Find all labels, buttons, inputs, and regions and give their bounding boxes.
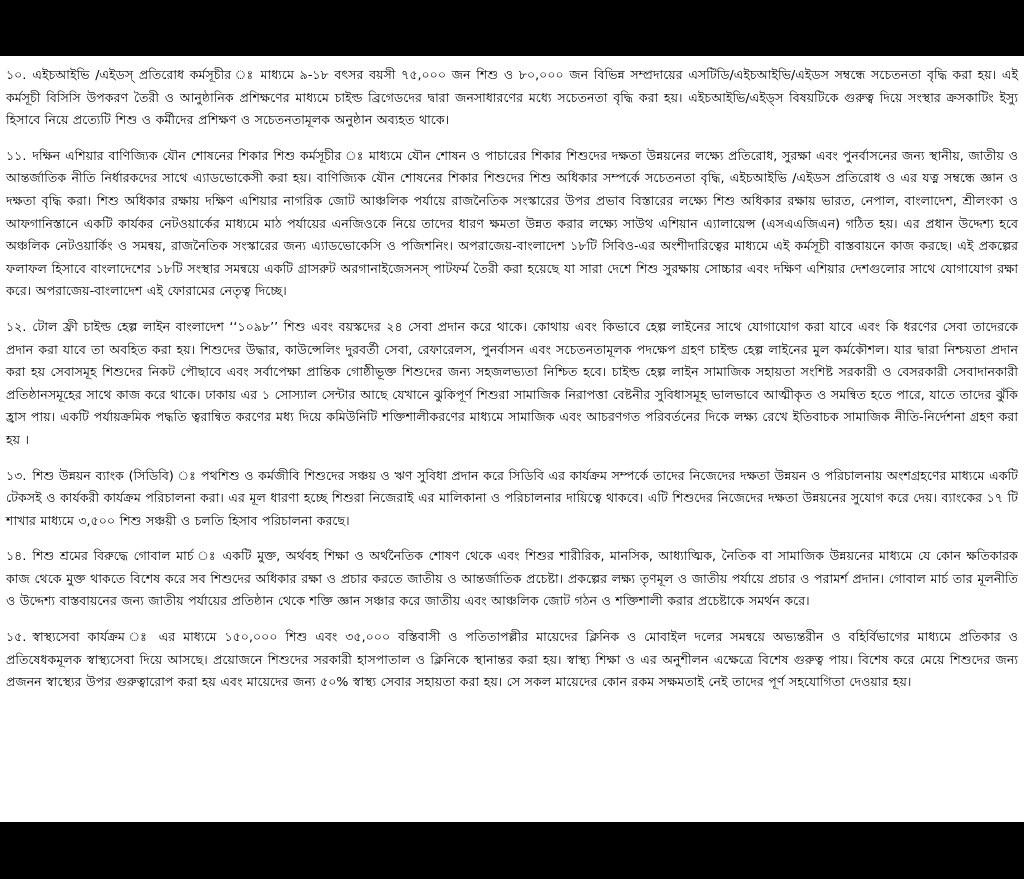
paragraph-text: এইচআইভি /এইডস্‌ প্রতিরোধ কর্মসূচীর ঃ মাধ্যমে ৯-১৮ বৎসর বয়সী ৭৫,০০০ জন শিশু ও ৮০,০০০ জন বিভিন্ন সম্প্রদায়ের এসটিডি/এইচআইভি/এইডস সম্বন্ধে সচেতনতা বৃদ্ধি করা হয়। এই কর্মসূচী বিসিসি উপকরণ তৈরী ও আনুষ্ঠানিক প্রশিক্ষণের মাধ্যমে চাইল্ড ব্রিগেডদের দ্বারা জনসাধারণের মধ্যে সচেতনতা বৃদ্ধি করা হয়। এইচআইভি/এইড্স বিষয়টিকে গুরুত্ব দিয়ে সংস্থার ক্রসকাটিং ইস্যু হিসাবে নিয়ে প্রত্যেটি শিশু ও কর্মীদের প্রশিক্ষণ ও সচেতনতামূলক অনুষ্ঠান অব্যহত থাকে।	[6, 67, 1018, 128]
paragraph-number: ১৪.	[6, 548, 27, 564]
top-black-band	[0, 0, 1024, 56]
paragraph-10	[6, 64, 1018, 132]
paragraph-text: টোল ফ্রী চাইল্ড হেল্প লাইন বাংলাদেশ ‘‘১০৯৮’’ শিশু এবং বয়স্কদের ২৪ সেবা প্রদান করে থাকে। কোথায় এবং কিভাবে হেল্প লাইনের সাথে যোগাযোগ করা যাবে এবং কি ধরণের সেবা তাদেরকে প্রদান করা যাবে তা অবহিত করা হয়। শিশুদের উদ্ধার, কাউন্সেলিং দুরবর্তী সেবা, রেফারেলস, পুনর্বাসন এবং সচেতনতামূলক পদক্ষেপ গ্রহণ চাইল্ড হেল্প লাইনের মুল কর্মকৌশল। যার দ্বারা নিশ্চয়তা প্রদান করা হয় সেবাসমূহ শিশুদের নিকট পৌছাবে এবং সর্বাপেক্ষা প্রান্তিক গোষ্ঠীভূক্ত শিশুদের জন্য সহজলভ্যতা নিশ্চিত হবে। চাইল্ড হেল্প লাইন সামাজিক সহায়তা সংশিষ্ট সরকারী ও বেসরকারী সেবাদানকারী প্রতিষ্ঠানসমূহের সাথে কাজ করে থাকে। ঢাকায় এর ১ সোস্যাল সেন্টার আছে যেখানে ঝুকিপূর্ণ শিশুরা সামাজিক নিরাপত্তা বেষ্টনীর সুবিধাসমূহ ভালভাবে আত্মীকৃত ও সমন্বিত হতে পারে, যাতে তাদের ঝুঁকি হ্রাস পায়। একটি পর্যায়ক্রমিক পদ্ধতি ত্বরান্বিত করণের মধ্য দিয়ে কমিউনিটি শক্তিশালীকরণের মাধ্যমে সামাজিক এবং আচরণগত পরিবর্তনের দিকে লক্ষ্য রেখে ইতিবাচক সামাজিক নীতি-নির্দেশনা গ্রহণ করা হয় ।	[6, 318, 1018, 447]
paragraph-number: ১১.	[6, 147, 27, 163]
paragraph-12	[6, 316, 1018, 452]
paragraph-13	[6, 465, 1018, 533]
paragraph-number: ১০.	[6, 67, 27, 82]
paragraph-number: ১২.	[6, 318, 27, 334]
paragraph-number: ১৩.	[6, 467, 27, 483]
paragraph-15	[6, 626, 1018, 694]
paragraph-text: স্বাস্থ্যসেবা কার্যক্রম ঃ এর মাধ্যমে ১৫০,০০০ শিশু এবং ৩৫,০০০ বস্তিবাসী ও পতিতাপল্লীর মায়েদের ক্লিনিক ও মোবাইল দলের সমন্বয়ে অভ্যন্তরীন ও বহির্বিভাগের মাধ্যমে প্রতিকার ও প্রতিষেধকমূলক স্বাস্থ্যসেবা দিয়ে আসছে। প্রয়োজনে শিশুদের সরকারী হাসপাতাল ও ক্লিনিকে স্থানান্তর করা হয়। স্বাস্থ্য শিক্ষা ও এর অনুশীলন এক্ষেত্রে বিশেষ গুরুত্ব পায়। বিশেষ করে মেয়ে শিশুদের জন্য প্রজনন স্বাস্থ্যের উপর গুরুত্বারোপ করা হয় এবং মায়েদের জন্য ৫০% স্বাস্থ্য সেবার সহায়তা করা হয়। সে সকল মায়েদের কোন রকম সক্ষমতাই নেই তাদের পূর্ণ সহযোগিতা দেওয়ার হয়।	[6, 629, 1018, 690]
paragraph-number: ১৫.	[6, 629, 27, 645]
paragraph-14	[6, 545, 1018, 613]
paragraph-text: শিশু উন্নয়ন ব্যাংক (সিডিবি) ঃ পথশিশু ও কর্মজীবি শিশুদের সঞ্চয় ও ঋণ সুবিধা প্রদান করে সিডিবি এর কার্যক্রম সম্পর্কে তাদের নিজেদের দক্ষতা উন্নয়ন ও পরিচালনায় অংশগ্রহণের মাধ্যমে একটি টেকসই ও কার্যকরী কার্যক্রম পরিচালনা করা। এর মূল ধারণা হচ্ছে শিশুরা নিজেরাই এর মালিকানা ও পরিচালনার দায়িত্বে থাকবে। এটি শিশুদের নিজেদের দক্ষতা উন্নয়নের সুযোগ করে দেয়। ব্যাংকের ১৭ টি শাখার মাধ্যমে ৩,৫০০ শিশু সঞ্চয়ী ও চলতি হিসাব পরিচালনা করছে।	[6, 467, 1018, 528]
bottom-black-band	[0, 822, 1024, 879]
paragraph-text: দক্ষিন এশিয়ার বাণিজ্যিক যৌন শোষনের শিকার শিশু কর্মসূচীর ঃ মাধ্যমে যৌন শোষন ও পাচারের শিকার শিশুদের দক্ষতা উন্নয়নের লক্ষ্যে প্রতিরোধ, সুরক্ষা এবং পুনর্বাসনের জন্য স্থানীয়, জাতীয় ও আন্তর্জাতিক নীতি নির্ধারকদের সাথে এ্যাডভোকেসী করা হয়। বাণিজ্যিক যৌন শোষনের শিকার শিশুদের শিশু অধিকার সম্পর্কে সচেতনতা বৃদ্ধি, এইচআইভি /এইডস প্রতিরোধ ও এর যত্ন সম্বন্ধে জ্ঞান ও দক্ষতা বৃদ্ধি করা। শিশু অধিকার রক্ষায় দক্ষিণ এশিয়ার নাগরিক জোট আঞ্চলিক পর্যায়ে রাজনৈতিক সংস্কারের উপর প্রভাব বিস্তারের লক্ষ্যে শিশু অধিকার রক্ষায় ভারত, নেপাল, বাংলাদেশ, শ্রীলংকা ও আফগানিস্তানে একটি কার্যকর নেটওয়ার্কের মাধ্যমে মাঠ পর্যায়ের এনজিওকে নিয়ে তাদের ধারণ ক্ষমতা উন্নত করার লক্ষ্যে সাউথ এশিয়ান এ্যালায়েন্স (এসএএজিএন) গঠিত হয়। এর প্রধান উদ্দেশ্য হবে অঞ্চলিক নেটওয়ার্কিং ও সমন্বয়, রাজনৈতিক সংস্কারের জন্য এ্যাডভোকেসি ও পজিশনিং। অপরাজেয়-বাংলাদেশ ১৮টি সিবিও-এর অংশীদারিত্বের মাধ্যমে এই কর্মসূচী বাস্তবায়নে কাজ করছে। এই প্রকল্পের ফলাফল হিসাবে বাংলাদেশের ১৮টি সংস্থার সমন্বয়ে একটি গ্রাসরুট অরগানাইজেসনস্‌ পাটফর্ম তৈরী করা হয়েছে যা সারা দেশে শিশু সুরক্ষায় সোচ্চার এবং দক্ষিণ এশিয়ার দেশগুলোর সাথে যোগাযোগ রক্ষা করে। অপরাজেয়-বাংলাদেশ এই ফোরামের নেতৃত্ব দিচ্ছে।	[6, 147, 1018, 299]
paragraph-text: শিশু শ্রমের বিরুদ্ধে গোবাল মার্চ ঃ একটি মুক্ত, অর্থবহ শিক্ষা ও অর্থনৈতিক শোষণ থেকে এবং শিশুর শারীরিক, মানসিক, আধ্যাত্মিক, নৈতিক বা সামাজিক উন্নয়নের মাধ্যমে যে কোন ক্ষতিকারক কাজ থেকে মুক্ত থাকতে বিশেষ করে সব শিশুদের অধিকার রক্ষা ও প্রচার করতে জাতীয় ও আন্তর্জাতিক প্রচেষ্টা। প্রকল্পের লক্ষ্য তৃণমূল ও জাতীয় পর্যায়ে প্রচার ও পরামর্শ প্রদান। গোবাল মার্চ তার মূলনীতি ও উদ্দেশ্য বাস্তবায়নের জন্য জাতীয় পর্যায়ের প্রতিষ্ঠান থেকে শক্তি জ্ঞান সঞ্চার করে জাতীয় এবং আঞ্চলিক জোট গঠন ও শক্তিশালী করার প্রচেষ্টাকে সমর্থন করে।	[6, 548, 1018, 609]
document-body	[0, 56, 1024, 822]
paragraph-11	[6, 145, 1018, 303]
